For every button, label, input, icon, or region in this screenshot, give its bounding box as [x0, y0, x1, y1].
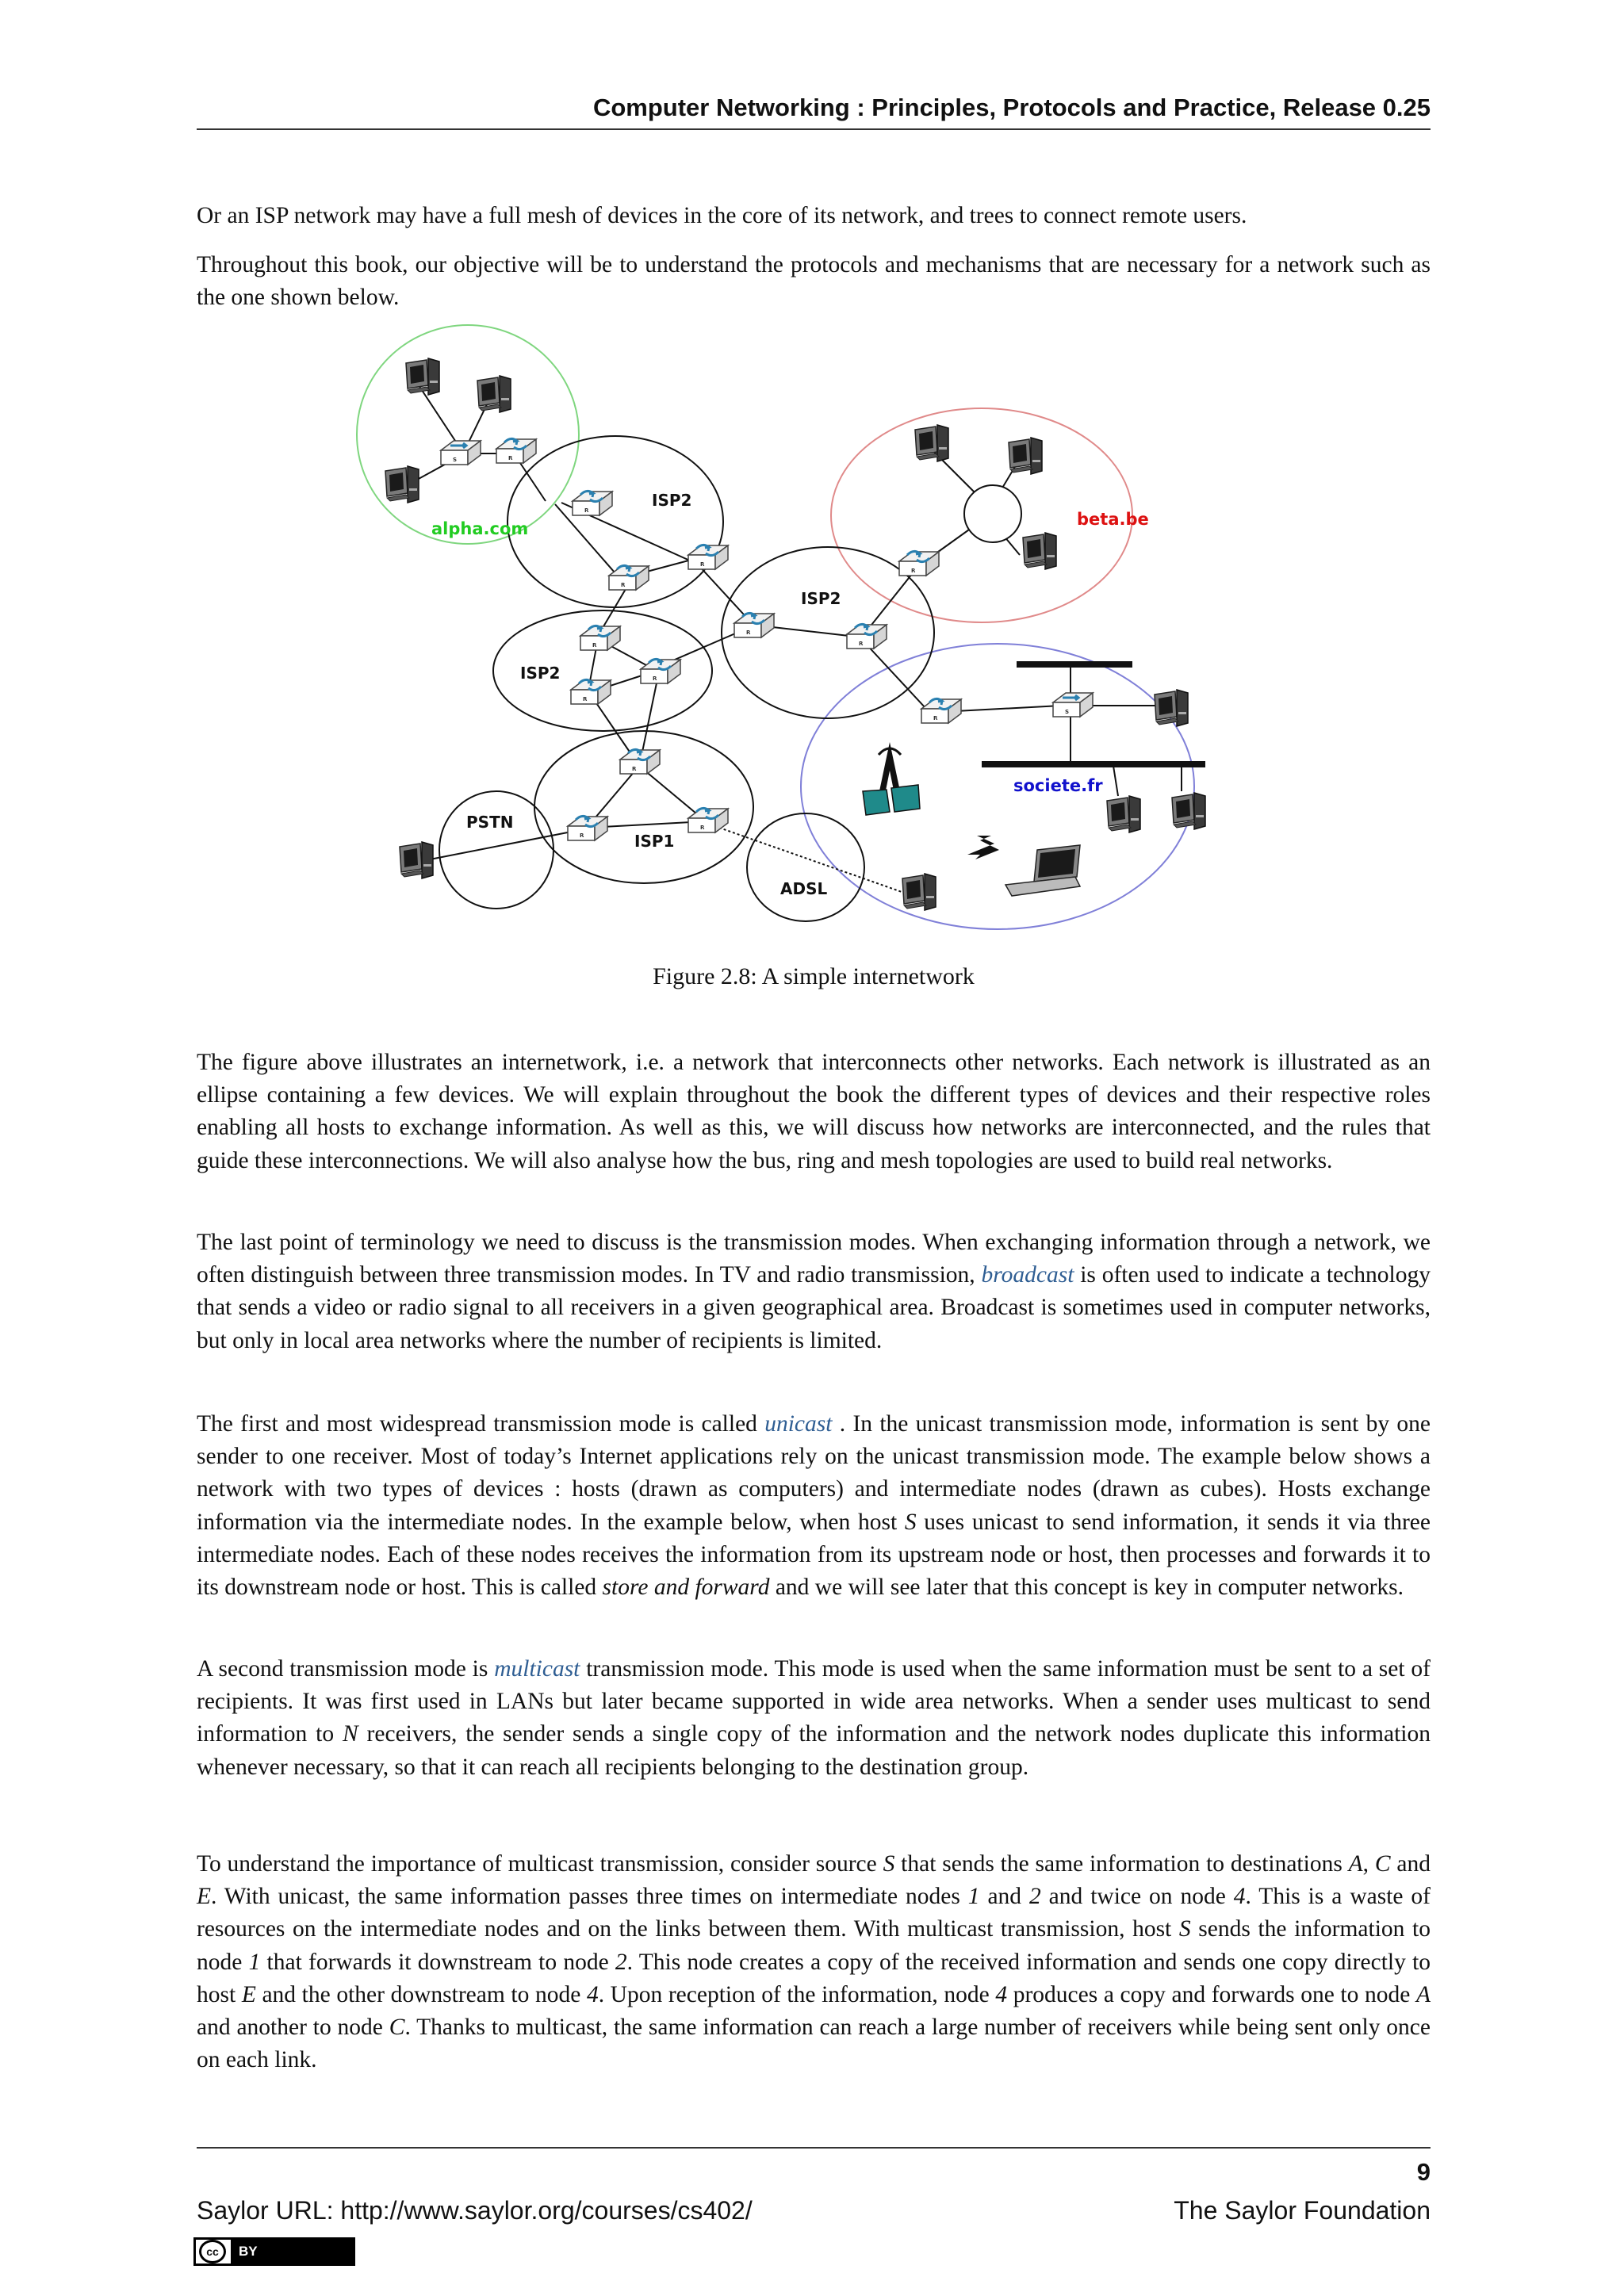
label-isp2-top: ISP2: [652, 491, 692, 510]
intro-paragraph-2: Throughout this book, our objective will be to understand the protocols and mechanisms that are necessary for a network such as the one shown below.: [197, 252, 1431, 311]
body-paragraph-3: The first and most widespread transmission mode is called unicast . In the unicast transmission mode, information is sent by one sender to one receiver. Most of today’s Internet applications rely on the unicast transmission mode. The example below shows a network with two types of devices : hosts (drawn as computers) and intermediate nodes (drawn as cubes). Hosts exchange information via the intermediate nodes. In the example below, when host S uses unicast to send information, it sends it via three intermediate nodes. Each of these nodes receives the information from its upstream node or host, then processes and forwards it to its downstream node or host. This is called store and forward and we will see later that this concept is key in computer networks.: [197, 1411, 1431, 1601]
link-unicast[interactable]: unicast: [764, 1411, 833, 1437]
label-alpha-com: alpha.com: [431, 519, 529, 538]
by-icon: BY: [231, 2240, 353, 2263]
running-header: Computer Networking : Principles, Protocols and Practice, Release 0.25: [592, 94, 1431, 121]
label-isp1: ISP1: [634, 832, 675, 851]
internetwork-figure: [333, 317, 1285, 936]
header-rule: [197, 128, 1431, 130]
body-paragraph-2: The last point of terminology we need to discuss is the transmission modes. When exchanging information through a network, we often distinguish between three transmission modes. In TV and radio transmission, broadcast is often used to indicate a technology that sends a video or radio signal to all receivers in a given geographical area. Broadcast is sometimes used in computer networks, but only in local area networks where the number of recipients is limited.: [197, 1230, 1431, 1353]
body-paragraph-5: To understand the importance of multicast transmission, consider source S that sends the same information to destinations A, C and E. With unicast, the same information passes three times on intermediate nodes 1 and 2 and twice on node 4. This is a waste of resources on the intermediate nodes and on the links between them. With multicast transmission, host S sends the information to node 1 that forwards it downstream to node 2. This node creates a copy of the received information and sends one copy directly to host E and the other downstream to node 4. Upon reception of the information, node 4 produces a copy and forwards one to node A and another to node C. Thanks to multicast, the same information can reach a large number of receivers while being sent only once on each link.: [197, 1851, 1431, 2073]
label-beta-be: beta.be: [1077, 510, 1149, 529]
label-societe-fr: societe.fr: [1013, 776, 1103, 795]
intro-paragraph-1: Or an ISP network may have a full mesh of devices in the core of its network, and trees to connect remote users.: [197, 203, 1247, 228]
cc-license-badge[interactable]: [193, 2237, 355, 2266]
footer-url[interactable]: Saylor URL: http://www.saylor.org/courses/cs402/: [197, 2196, 753, 2225]
link-multicast[interactable]: multicast: [494, 1656, 580, 1682]
laptop-icon: [1005, 845, 1080, 896]
footer-rule: [197, 2147, 1431, 2149]
link-broadcast[interactable]: broadcast: [981, 1262, 1074, 1288]
label-pstn: PSTN: [466, 813, 514, 832]
antenna-icon: [863, 742, 920, 815]
body-paragraph-4: A second transmission mode is multicast transmission mode. This mode is used when the same information must be sent to a set of recipients. It was first used in LANs but later became supported in wide area networks. When a sender uses multicast to send information to N receivers, the sender sends a single copy of the information and the network nodes duplicate this information whenever necessary, so that it can reach all recipients belonging to the destination group.: [197, 1656, 1431, 1780]
page-number: 9: [1416, 2158, 1431, 2186]
footer-foundation: The Saylor Foundation: [1174, 2196, 1431, 2225]
label-isp2-mid: ISP2: [801, 589, 841, 608]
label-adsl: ADSL: [780, 879, 828, 898]
label-isp2-left: ISP2: [520, 664, 561, 683]
cc-icon: cc: [199, 2240, 226, 2263]
figure-caption: Figure 2.8: A simple internetwork: [653, 963, 975, 989]
body-paragraph-1: The figure above illustrates an internetwork, i.e. a network that interconnects other networks. Each network is illustrated as an ellipse containing a few devices. We will explain throughout the book the different types of devices and their respective roles enabling all hosts to exchange information. As well as this, we will discuss how networks are interconnected, and the rules that guide these interconnections. We will also analyse how the bus, ring and mesh topologies are used to build real networks.: [197, 1050, 1431, 1173]
wireless-link-icon: [967, 836, 999, 859]
